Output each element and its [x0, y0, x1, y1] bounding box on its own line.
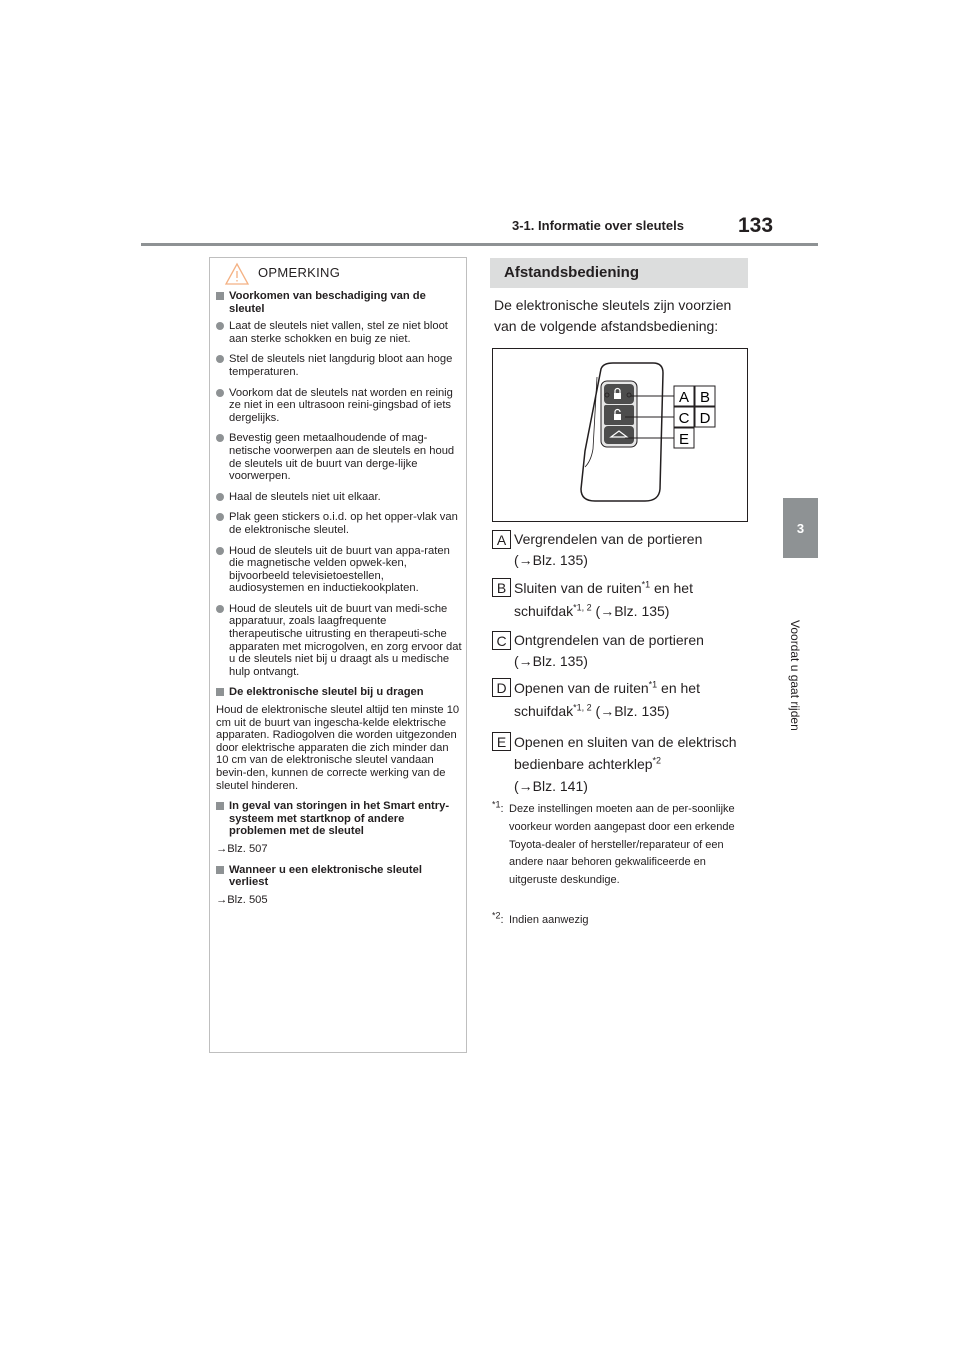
notice-heading: Voorkomen van beschadiging van de sleutel	[216, 290, 462, 315]
chapter-number: 3	[796, 520, 805, 536]
item-text: bedienbare achterklep	[514, 756, 653, 772]
notice-heading: Wanneer u een elektronische sleutel verliest	[216, 864, 462, 889]
notice-reference: →Blz. 505	[216, 893, 268, 906]
item-reference: (→Blz. 135)	[514, 653, 588, 669]
chapter-tab	[783, 498, 818, 558]
key-figure	[492, 348, 748, 522]
item-text: schuifdak	[514, 703, 574, 719]
item-text: schuifdak	[514, 603, 574, 619]
footnote-ref: *1, 2	[573, 702, 592, 713]
notice-bullet: Houd de sleutels uit de buurt van medi-sche apparatuur, zoals laagfrequente therapeutische uitrusting en therapeuti-sche apparaten met microgolven, en zorg ervoor dat u de sleutels niet bij u draagt als u medische hulp ontvangt.	[216, 603, 462, 679]
item-text: Sluiten van de ruiten	[514, 580, 642, 596]
header-rule	[141, 243, 818, 246]
notice-paragraph: Houd de elektronische sleutel altijd ten minste 10 cm uit de buurt van ingescha-kelde elektrische apparaten. Radiogolven die worden uitgezonden door elektrische apparaten die zich minder dan 10 cm van de elektronische sleutel vandaan bevin-den, kunnen de correcte werking van de sleutel hinderen.	[216, 704, 460, 792]
notice-box	[209, 257, 467, 1053]
item-text: en het	[657, 680, 700, 696]
item-reference: (→Blz. 135)	[591, 703, 670, 719]
fig-label-c: C	[678, 410, 690, 427]
list-item	[492, 630, 762, 672]
footnote: $^{*1}$: Deze instellingen moeten aan de per-soonlijke voorkeur worden aangepast door een erkende Toyota-dealer of hersteller/reparateur of een andere naar behoren gekwalificeerde en uitgeruste deskundige.	[492, 801, 754, 890]
footnote-text: Deze instellingen moeten aan de per-soonlijke voorkeur worden aangepast door een erkende Toyota-dealer of hersteller/reparateur of een andere naar behoren gekwalificeerde en uitgeruste deskundige.	[509, 803, 735, 887]
notice-title: OPMERKING	[258, 265, 341, 280]
fig-label-b: B	[699, 389, 711, 406]
intro-text: De elektronische sleutels zijn voorzien van de volgende afstandsbediening:	[494, 297, 732, 334]
section-title: 3-1. Informatie over sleutels	[512, 218, 684, 233]
notice-bullet: Voorkom dat de sleutels nat worden en reinig ze niet in een ultrasoon reini-gingsbad of iets dergelijks.	[216, 387, 462, 425]
notice-bullet: Houd de sleutels uit de buurt van appa-raten die magnetische velden opwek-ken, bijvoorbeeld televisietoestellen, audiosystemen en inductiekookplaten.	[216, 545, 462, 595]
list-item	[492, 577, 762, 623]
item-label: D	[492, 678, 511, 697]
item-reference: (→Blz. 141)	[514, 778, 588, 794]
notice-reference: →Blz. 507	[216, 842, 268, 855]
footnote-ref: *1, 2	[573, 602, 592, 613]
page-number: 133	[738, 214, 774, 237]
notice-bullet: Stel de sleutels niet langdurig bloot aan hoge temperaturen.	[216, 353, 462, 378]
warning-icon	[224, 262, 250, 286]
notice-bullet: Bevestig geen metaalhoudende of mag-netische voorwerpen aan de sleutels en houd de sleutels uit de buurt van derge-lijke voorwerpen.	[216, 432, 462, 482]
item-label: A	[492, 530, 511, 549]
fig-label-d: D	[699, 410, 711, 427]
list-item	[492, 677, 762, 723]
notice-bullet: Plak geen stickers o.i.d. op het opper-vlak van de elektronische sleutel.	[216, 511, 462, 536]
item-text: Openen van de ruiten	[514, 680, 649, 696]
list-item	[492, 529, 762, 571]
notice-bullet: Laat de sleutels niet vallen, stel ze niet bloot aan sterke schokken en buig ze niet.	[216, 320, 462, 345]
list-item	[492, 731, 762, 797]
item-text: Vergrendelen van de portieren	[514, 531, 703, 547]
item-label: B	[492, 578, 511, 597]
notice-bullet: Haal de sleutels niet uit elkaar.	[216, 491, 462, 504]
notice-heading: In geval van storingen in het Smart entry-systeem met startknop of andere problemen met de sleutel	[216, 800, 462, 838]
footnote-ref: *1	[648, 679, 658, 690]
item-label: E	[492, 732, 511, 751]
chapter-title: Voordat u gaat rijden	[788, 620, 802, 731]
fig-label-a: A	[678, 389, 690, 406]
remote-key-illustration	[493, 349, 747, 521]
footnote-mark: *2	[492, 910, 501, 921]
notice-heading: De elektronische sleutel bij u dragen	[216, 686, 462, 699]
section-heading	[490, 258, 748, 288]
footnote-mark: *1	[492, 799, 501, 810]
footnote-text: Indien aanwezig	[509, 914, 589, 926]
section-heading-text: Afstandsbediening	[504, 264, 640, 281]
item-label: C	[492, 631, 511, 650]
item-reference: (→Blz. 135)	[514, 552, 588, 568]
item-text: Ontgrendelen van de portieren	[514, 632, 704, 648]
fig-label-e: E	[678, 431, 690, 448]
footnote-ref: *2	[652, 755, 662, 766]
footnote: $^{*2}$: Indien aanwezig	[492, 912, 754, 930]
item-reference: (→Blz. 135)	[591, 603, 670, 619]
item-text: Openen en sluiten van de elektrisch	[514, 734, 737, 750]
notice-body	[216, 290, 462, 914]
footnote-ref: *1	[641, 579, 651, 590]
item-text: en het	[650, 580, 693, 596]
